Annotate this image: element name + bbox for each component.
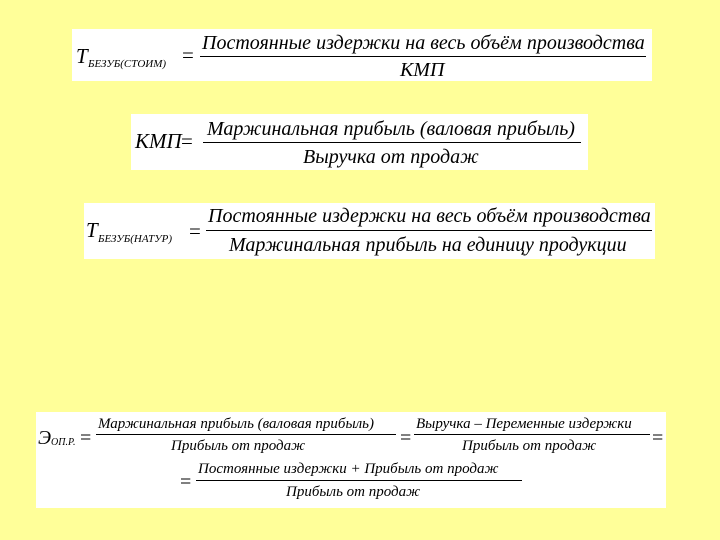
formula2-lhs: КМП xyxy=(135,129,182,153)
formula1-lhs-symbol: T xyxy=(76,44,88,68)
formula4-lhs-subscript: ОП.Р. xyxy=(51,437,76,448)
formula1-lhs-subscript: БЕЗУБ(СТОИМ) xyxy=(88,58,167,70)
formula-kmp xyxy=(131,114,588,170)
formula3-lhs-symbol: T xyxy=(86,218,98,242)
formula4-fraction1-bar xyxy=(96,434,396,435)
formula4-fraction3-bar xyxy=(196,480,522,481)
formula4-fraction1-numerator: Маржинальная прибыль (валовая прибыль) xyxy=(98,416,374,432)
formula3-fraction-bar xyxy=(206,230,652,231)
formula4-fraction2-denominator: Прибыль от продаж xyxy=(462,438,597,454)
formula1-fraction-bar xyxy=(200,56,646,57)
formula4-fraction2-bar xyxy=(414,434,650,435)
formula2-equals: = xyxy=(181,129,193,153)
formula3-denominator: Маржинальная прибыль на единицу продукции xyxy=(229,234,627,256)
formula4-equals-3: = xyxy=(652,427,664,449)
formula4-fraction3-numerator: Постоянные издержки + Прибыль от продаж xyxy=(198,461,499,477)
formula-operating-leverage xyxy=(36,412,666,508)
formula3-equals: = xyxy=(189,219,201,243)
formula4-equals-1: = xyxy=(80,427,92,449)
formula1-numerator: Постоянные издержки на весь объём производства xyxy=(202,32,645,54)
formula2-fraction-bar xyxy=(203,142,581,143)
formula4-fraction2-numerator: Выручка – Переменные издержки xyxy=(416,416,632,432)
formula4-fraction3-denominator: Прибыль от продаж xyxy=(286,484,421,500)
formula4-lhs-symbol: Э xyxy=(38,427,52,449)
formula1-equals: = xyxy=(182,43,194,67)
formula2-denominator: Выручка от продаж xyxy=(303,146,479,168)
formula3-lhs-subscript: БЕЗУБ(НАТУР) xyxy=(98,233,173,245)
formula-breakeven-units xyxy=(84,203,655,259)
formula3-numerator: Постоянные издержки на весь объём производства xyxy=(208,205,651,227)
formula4-fraction1-denominator: Прибыль от продаж xyxy=(171,438,306,454)
formula2-numerator: Маржинальная прибыль (валовая прибыль) xyxy=(207,118,575,140)
formula4-equals-4: = xyxy=(180,471,192,493)
formula-breakeven-value xyxy=(72,29,652,81)
formula1-denominator: КМП xyxy=(400,59,445,81)
formula4-equals-2: = xyxy=(400,427,412,449)
